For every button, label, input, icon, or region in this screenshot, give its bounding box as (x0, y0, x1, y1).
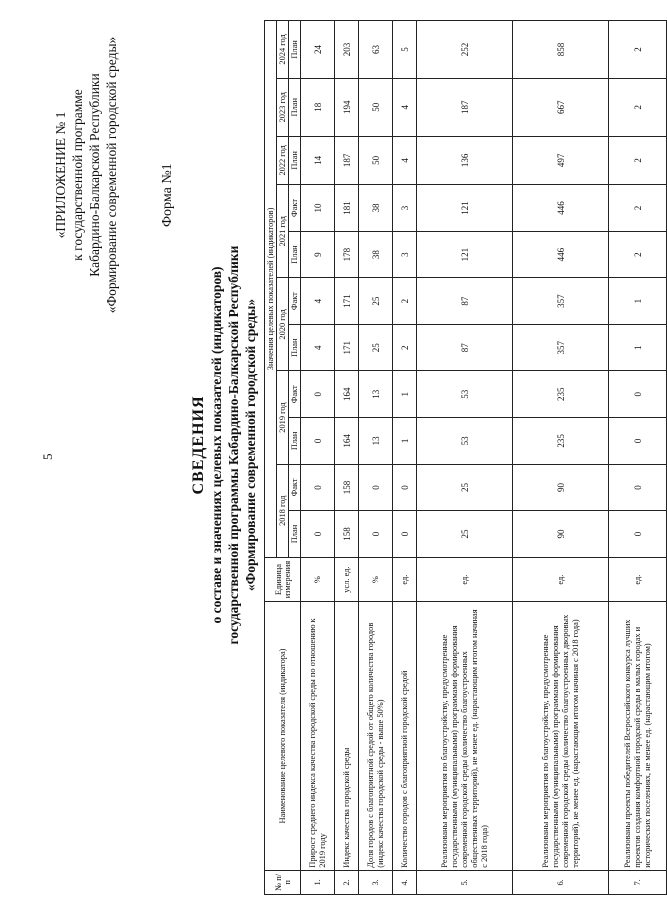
header-plan: План (289, 324, 301, 371)
title-line-3: государственной программы Кабардино-Балкарской Республики (226, 245, 241, 645)
header-row-1 (265, 21, 277, 895)
value-cell: 0 (609, 418, 667, 465)
header-plan: План (289, 418, 301, 465)
header-num: № п/п (265, 870, 301, 894)
document-title (190, 185, 259, 705)
value-cell: 178 (335, 231, 359, 278)
indicator-name: Реализованы мероприятия по благоустройству, предусмотренные государственными (муниципальными) программами формирования современной городской среды (количество благоустроенных общественных территорий), не менее ед. (нарастающим итогом начиная с 2018 года) (417, 602, 513, 870)
header-plan: План (289, 78, 301, 136)
value-cell: 121 (417, 185, 513, 232)
value-cell: 446 (513, 231, 609, 278)
table-row (301, 21, 335, 895)
value-cell: 87 (417, 278, 513, 325)
value-cell: 0 (393, 511, 417, 558)
value-cell: 50 (359, 136, 393, 185)
value-cell: 136 (417, 136, 513, 185)
value-cell: 63 (359, 21, 393, 79)
unit-cell: % (359, 557, 393, 602)
value-cell: 53 (417, 371, 513, 418)
value-cell: 4 (393, 78, 417, 136)
value-cell: 235 (513, 371, 609, 418)
header-fact: Факт (289, 464, 301, 511)
header-name: Наименование целевого показателя (индикатора) (265, 602, 301, 870)
indicator-name: Прирост среднего индекса качества городской среды по отношению к 2019 году (301, 602, 335, 870)
value-cell: 1 (609, 278, 667, 325)
table-row (393, 21, 417, 895)
header-plan: План (289, 231, 301, 278)
value-cell: 25 (359, 324, 393, 371)
value-cell: 158 (335, 511, 359, 558)
annex-line-3: Кабардино-Балкарской Республики (87, 73, 102, 277)
indicator-name: Реализованы проекты победителей Всероссийского конкурса лучших проектов создания комфортной городской среды в малых городах и исторических поселениях, не менее ед. (нарастающим итогом) (609, 602, 667, 870)
value-cell: 0 (301, 511, 335, 558)
header-fact: Факт (289, 185, 301, 232)
value-cell: 10 (301, 185, 335, 232)
value-cell: 171 (335, 324, 359, 371)
table-row (513, 21, 609, 895)
value-cell: 4 (301, 324, 335, 371)
value-cell: 24 (301, 21, 335, 79)
page-number: 5 (40, 453, 55, 460)
value-cell: 25 (417, 511, 513, 558)
indicator-name: Реализованы мероприятия по благоустройству, предусмотренные государственными (муниципальными) программами формирования современной городской среды (количество благоустроенных дворовых территорий), не менее ед. (нарастающим итогом начиная с 2018 года) (513, 602, 609, 870)
unit-cell: усл. ед. (335, 557, 359, 602)
value-cell: 667 (513, 78, 609, 136)
value-cell: 187 (335, 136, 359, 185)
indicator-name: Индекс качества городской среды (335, 602, 359, 870)
table-row (417, 21, 513, 895)
value-cell: 2 (393, 324, 417, 371)
title-line-2: о составе и значениях целевых показателей (индикаторов) (209, 266, 224, 624)
value-cell: 181 (335, 185, 359, 232)
value-cell: 357 (513, 278, 609, 325)
value-cell: 858 (513, 21, 609, 79)
value-cell: 4 (393, 136, 417, 185)
header-year: 2019 год (277, 371, 289, 464)
value-cell: 2 (609, 136, 667, 185)
value-cell: 2 (393, 278, 417, 325)
value-cell: 1 (393, 371, 417, 418)
annex-line-4: «Формирование современной городской среды» (104, 36, 119, 314)
table-body (301, 21, 667, 895)
value-cell: 87 (417, 324, 513, 371)
value-cell: 38 (359, 231, 393, 278)
value-cell: 164 (335, 371, 359, 418)
value-cell: 252 (417, 21, 513, 79)
value-cell: 121 (417, 231, 513, 278)
unit-cell: ед. (417, 557, 513, 602)
table-row (335, 21, 359, 895)
value-cell: 0 (359, 511, 393, 558)
value-cell: 0 (393, 464, 417, 511)
header-year: 2021 год (277, 185, 289, 278)
value-cell: 0 (609, 511, 667, 558)
table-row (609, 21, 667, 895)
value-cell: 0 (609, 464, 667, 511)
unit-cell: ед. (513, 557, 609, 602)
row-number: 6. (513, 870, 609, 894)
value-cell: 0 (301, 371, 335, 418)
value-cell: 90 (513, 511, 609, 558)
value-cell: 0 (301, 418, 335, 465)
row-number: 3. (359, 870, 393, 894)
value-cell: 2 (609, 231, 667, 278)
value-cell: 25 (359, 278, 393, 325)
header-year: 2020 год (277, 278, 289, 371)
header-unit: Единица измерения (265, 557, 301, 602)
unit-cell: ед. (393, 557, 417, 602)
annex-block (52, 5, 120, 345)
annex-line-2: к государственной программе (70, 89, 85, 261)
value-cell: 2 (609, 21, 667, 79)
value-cell: 38 (359, 185, 393, 232)
row-number: 7. (609, 870, 667, 894)
value-cell: 203 (335, 21, 359, 79)
value-cell: 357 (513, 324, 609, 371)
annex-line-1: «ПРИЛОЖЕНИЕ № 1 (53, 111, 68, 239)
value-cell: 1 (609, 324, 667, 371)
value-cell: 25 (417, 464, 513, 511)
header-values: Значения целевых показателей (индикаторов) (265, 21, 277, 558)
value-cell: 4 (301, 278, 335, 325)
value-cell: 9 (301, 231, 335, 278)
row-number: 5. (417, 870, 513, 894)
value-cell: 0 (359, 464, 393, 511)
unit-cell: % (301, 557, 335, 602)
value-cell: 497 (513, 136, 609, 185)
row-number: 4. (393, 870, 417, 894)
value-cell: 13 (359, 418, 393, 465)
value-cell: 5 (393, 21, 417, 79)
value-cell: 90 (513, 464, 609, 511)
header-plan: План (289, 136, 301, 185)
value-cell: 171 (335, 278, 359, 325)
form-label: Форма №1 (160, 163, 175, 227)
header-plan: План (289, 511, 301, 558)
indicators-table (264, 20, 667, 895)
header-year: 2022 год (277, 136, 289, 185)
value-cell: 187 (417, 78, 513, 136)
value-cell: 3 (393, 231, 417, 278)
header-year: 2024 год (277, 21, 289, 79)
header-plan: План (289, 21, 301, 79)
value-cell: 2 (609, 185, 667, 232)
header-fact: Факт (289, 371, 301, 418)
indicator-name: Доля городов с благоприятной средой от общего количества городов (индекс качества городской среды - выше 50%) (359, 602, 393, 870)
value-cell: 14 (301, 136, 335, 185)
value-cell: 158 (335, 464, 359, 511)
row-number: 2. (335, 870, 359, 894)
header-year: 2023 год (277, 78, 289, 136)
value-cell: 194 (335, 78, 359, 136)
title-main: СВЕДЕНИЯ (190, 395, 207, 495)
value-cell: 18 (301, 78, 335, 136)
value-cell: 53 (417, 418, 513, 465)
value-cell: 1 (393, 418, 417, 465)
value-cell: 13 (359, 371, 393, 418)
table-row (359, 21, 393, 895)
value-cell: 164 (335, 418, 359, 465)
value-cell: 50 (359, 78, 393, 136)
unit-cell: ед. (609, 557, 667, 602)
value-cell: 2 (609, 78, 667, 136)
value-cell: 0 (609, 371, 667, 418)
value-cell: 3 (393, 185, 417, 232)
value-cell: 0 (301, 464, 335, 511)
value-cell: 235 (513, 418, 609, 465)
header-fact: Факт (289, 278, 301, 325)
title-line-4: «Формирование современной городской среды» (243, 298, 258, 592)
header-year: 2018 год (277, 464, 289, 557)
row-number: 1. (301, 870, 335, 894)
value-cell: 446 (513, 185, 609, 232)
indicator-name: Количество городов с благоприятной городской средой (393, 602, 417, 870)
